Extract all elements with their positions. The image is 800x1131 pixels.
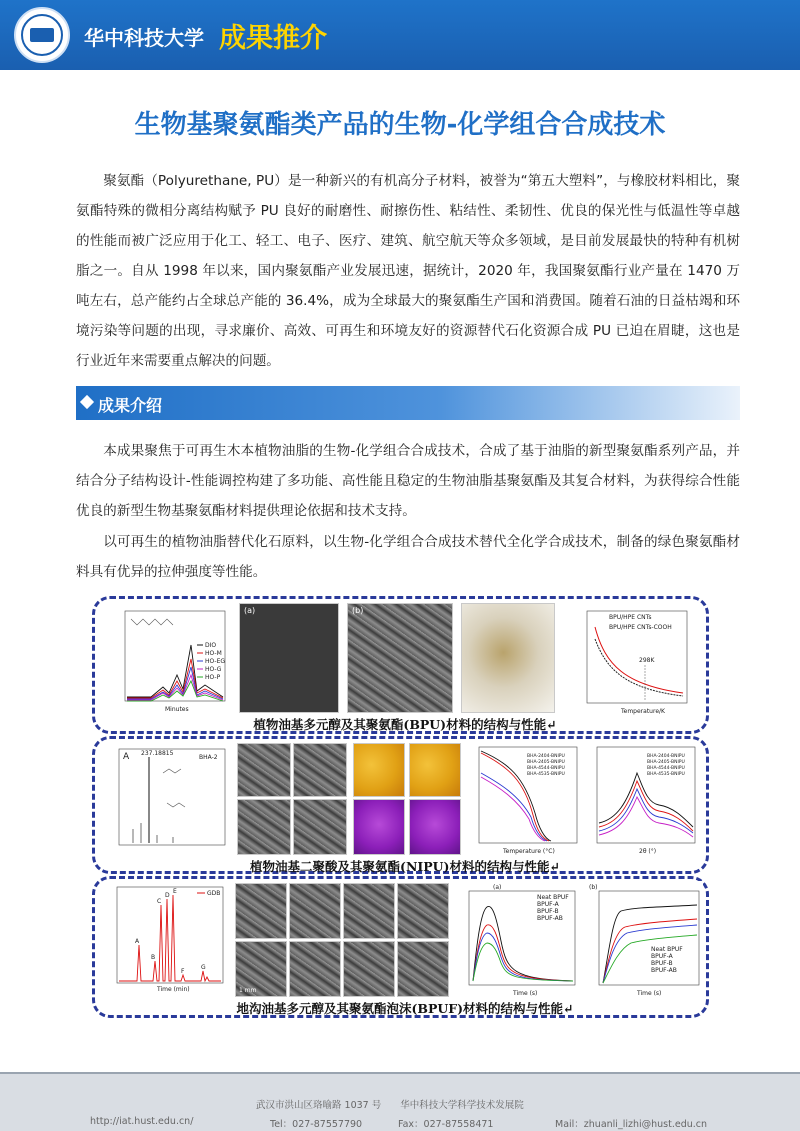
chromatogram-chart <box>111 605 231 713</box>
hrr-legend-neat: Neat BPUF <box>537 894 569 901</box>
x-axis-label-temperature-c: Temperature (°C) <box>503 848 555 855</box>
gc-legend: GDB <box>207 890 221 897</box>
thr-legend-a: BPUF-A <box>651 953 673 960</box>
foam-sem-4 <box>397 883 449 939</box>
figure-caption-nipu: 植物油基二聚酸及其聚氨酯(NIPU)材料的结构与性能↵ <box>250 859 560 874</box>
legend-ho-g: HO-G <box>205 666 222 673</box>
intro-paragraph: 聚氨酯（Polyurethane, PU）是一种新兴的有机高分子材料，被誉为“第五大塑料”，与橡胶材料相比，聚氨酯特殊的微相分离结构赋予 PU 良好的耐磨性、耐擦伤性、粘结性、柔韧性、优良的保光性与低温性等卓越的性能而被广泛应用于化工、轻工、电子、医疗、建筑、航空航天等众多领域，是目前发展最快的特种有机树脂之一。自从 1998 年以来，国内聚氨酯产业发展迅速，据统计，2020 年，我国聚氨酯行业产量在 1470 万吨左右，总产能约占全球总产能的 36.4%，成为全球最大的聚氨酯生产国和消费国。随着石油的日益枯竭和环境污染等问题的出现，寻求廉价、高效、可再生和环境友好的资源替代石化资源合成 PU 已迫在眉睫，这也是行业近年来需要重点解决的问题。 <box>76 173 740 369</box>
footer-divider <box>0 1072 800 1074</box>
page-title: 生物基聚氨酯类产品的生物-化学组合合成技术 <box>134 110 666 140</box>
afm-image-2 <box>409 743 461 797</box>
sem-image-nipu-2 <box>293 743 347 797</box>
gc-x-axis-label: Time (min) <box>157 986 190 993</box>
tga-legend-2: BHA-2405-BNIPU <box>527 760 565 765</box>
footer-tel: Tel：027-87557790 <box>270 1119 363 1130</box>
thr-x-axis-label: Time (s) <box>637 990 662 997</box>
legend-bpu-hpe-cnts-cooh: BPU/HPE CNTs-COOH <box>609 624 672 631</box>
thr-legend-b: BPUF-B <box>651 960 673 967</box>
afm-image-3 <box>353 799 405 855</box>
afm-image-1 <box>353 743 405 797</box>
thr-chart <box>585 881 703 999</box>
figure-caption-bpu: 植物油基多元醇及其聚氨酯(BPU)材料的结构与性能↵ <box>253 717 557 732</box>
header-section-title: 成果推介 <box>219 23 327 54</box>
materials-paragraph: 以可再生的植物油脂替代化石原料，以生物-化学组合合成技术替代全化学合成技术，制备的绿色聚氨酯材料具有优异的拉伸强度等性能。 <box>76 534 740 580</box>
foam-sem-7 <box>343 941 395 997</box>
header-university-name: 华中科技大学 <box>84 26 204 50</box>
peak-mz-label: 237.18815 <box>141 750 174 757</box>
xrd-chart <box>587 743 701 857</box>
hrr-legend-ab: BPUF-AB <box>537 915 563 922</box>
peak-label-f: F <box>181 968 185 975</box>
sem-image-nipu-1 <box>237 743 291 797</box>
legend-bpu-hpe-cnts: BPU/HPE CNTs <box>609 614 652 621</box>
hrr-x-axis-label: Time (s) <box>513 990 538 997</box>
figure-panel-bpuf <box>92 876 709 1018</box>
figure-panel-bpu <box>92 596 709 734</box>
sem-image-a <box>239 603 339 713</box>
gc-chromatogram-chart <box>101 883 227 995</box>
foam-sem-3 <box>343 883 395 939</box>
results-paragraph: 本成果聚焦于可再生木本植物油脂的生物-化学组合合成技术，合成了基于油脂的新型聚氨酯系列产品，并结合分子结构设计-性能调控构建了多功能、高性能且稳定的生物油脂基聚氨酯及其复合材料，为获得综合性能优良的新型生物基聚氨酯材料提供理论依据和技术支持。 <box>76 443 740 519</box>
figure-panel-nipu <box>92 736 709 874</box>
hrr-legend-b: BPUF-B <box>537 908 559 915</box>
peak-label-e: E <box>173 888 177 895</box>
peak-label-g: G <box>201 964 206 971</box>
sem-label-a: (a) <box>244 606 256 615</box>
ms-legend: BHA-2 <box>199 754 218 761</box>
footer-address: 武汉市洪山区珞喻路 1037 号 华中科技大学科学技术发展院 <box>256 1100 524 1111</box>
xrd-legend-3: BHA-4544-BNIPU <box>647 766 685 771</box>
peak-label-b: B <box>151 954 156 961</box>
sem-image-nipu-4 <box>293 799 347 855</box>
hrr-panel-label: (a) <box>493 884 502 891</box>
section-title: 成果介绍 <box>98 396 163 415</box>
afm-image-4 <box>409 799 461 855</box>
footer-mail-link[interactable]: Mail：zhuanli_lizhi@hust.edu.cn <box>555 1119 708 1130</box>
peak-label-c: C <box>157 898 162 905</box>
x-axis-label-temperature: Temperature/K <box>621 708 665 715</box>
foam-sem-2 <box>289 883 341 939</box>
legend-dio: DIO <box>205 642 217 649</box>
peak-label-a: A <box>135 938 140 945</box>
tga-legend-3: BHA-4544-BNIPU <box>527 766 565 771</box>
figure-caption-bpuf: 地沟油基多元醇及其聚氨酯泡沫(BPUF)材料的结构与性能↵ <box>236 1001 574 1016</box>
xrd-legend-2: BHA-2405-BNIPU <box>647 760 685 765</box>
foam-sem-6 <box>289 941 341 997</box>
mass-spectrum-chart <box>103 743 229 855</box>
panel-label-A: A <box>123 752 130 762</box>
foam-sem-1 <box>235 883 287 939</box>
thr-panel-label: (b) <box>589 884 598 891</box>
thr-legend-ab: BPUF-AB <box>651 967 677 974</box>
legend-ho-m: HO-M <box>205 650 222 657</box>
university-logo-icon <box>14 7 70 63</box>
foam-sem-8 <box>397 941 449 997</box>
storage-modulus-chart <box>469 743 581 857</box>
decay-curve-chart <box>565 605 693 717</box>
xrd-legend-4: BHA-4535-BNIPU <box>647 772 685 777</box>
peak-label-d: D <box>165 892 170 899</box>
sem-image-nipu-3 <box>237 799 291 855</box>
tga-legend-4: BHA-4535-BNIPU <box>527 772 565 777</box>
chromatogram-legend <box>197 642 225 681</box>
xrd-legend-1: BHA-2404-BNIPU <box>647 754 685 759</box>
hrr-chart <box>453 881 579 999</box>
molecular-model-image <box>461 603 555 713</box>
hrr-legend-a: BPUF-A <box>537 901 559 908</box>
thr-legend-neat: Neat BPUF <box>651 946 683 953</box>
foam-sem-5 <box>235 941 287 997</box>
footer-url-link[interactable]: http://iat.hust.edu.cn/ <box>90 1116 194 1127</box>
tga-legend-1: BHA-2404-BNIPU <box>527 754 565 759</box>
section-header-bar <box>76 386 740 420</box>
annotation-298k: 298K <box>639 657 655 664</box>
legend-ho-p: HO-P <box>205 674 221 681</box>
scale-bar-label: 1 mm <box>239 987 257 994</box>
legend-ho-eg: HO-EG <box>205 658 226 665</box>
sem-image-b <box>347 603 453 713</box>
sem-label-b: (b) <box>352 606 364 615</box>
x-axis-label-minutes: Minutes <box>165 706 189 713</box>
footer-fax: Fax：027-87558471 <box>398 1119 494 1130</box>
x-axis-label-2theta: 2θ (°) <box>639 848 657 855</box>
